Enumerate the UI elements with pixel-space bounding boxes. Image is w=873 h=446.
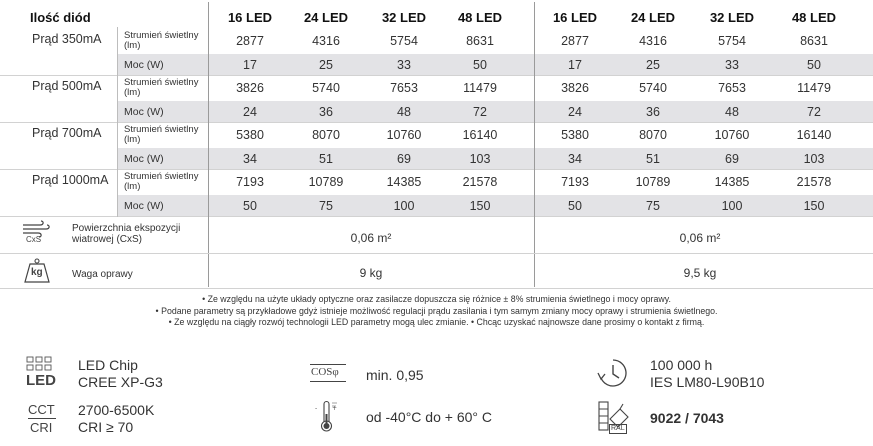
cct-icon-text: CCT [28, 402, 55, 417]
power-label: Moc (W) [124, 58, 164, 71]
power-cell: 50 [568, 198, 582, 213]
cct-icon-divider [28, 418, 56, 419]
cos-icon-text: COSφ [311, 366, 339, 378]
power-label: Moc (W) [124, 152, 164, 165]
flux-label: Strumień świetlny (lm) [124, 124, 199, 145]
cos-icon-bottom-line [310, 381, 346, 382]
flux-cell: 10789 [635, 175, 671, 189]
column-header-2: 24 LED [303, 9, 349, 25]
flux-cell: 11479 [463, 81, 497, 95]
led-chip-line1: LED Chip [78, 357, 138, 373]
cri-icon-text: CRI [30, 420, 53, 435]
power-row [0, 195, 873, 216]
wind-icon [20, 220, 54, 246]
flux-cell: 10789 [308, 175, 344, 189]
flux-cell: 16140 [796, 128, 832, 142]
flux-cell: 5740 [639, 81, 667, 95]
power-cell: 75 [646, 198, 660, 213]
cos-phi-icon [310, 364, 350, 384]
column-header-4: 48 LED [457, 9, 503, 25]
flux-cell: 7653 [390, 81, 418, 95]
flux-row [0, 75, 873, 101]
flux-cell: 14385 [386, 175, 422, 189]
column-header-6: 24 LED [630, 9, 676, 25]
lifetime-line2: IES LM80-L90B10 [650, 374, 765, 390]
power-cell: 33 [725, 57, 739, 72]
led-chip-line2: CREE XP-G3 [78, 374, 163, 390]
footnote-3: • Ze względu na ciągły rozwój technologii LED parametry mogą ulec zmianie. • Chcąc uzyskać najnowsze dane prosimy o kontakt z firmą. [168, 317, 705, 327]
power-cell: 72 [473, 104, 487, 119]
led-chip-icon [25, 356, 57, 390]
temperature-value: od -40°C do + 60° C [366, 409, 492, 425]
power-cell: 50 [243, 198, 257, 213]
wind-icon-text: CxS [26, 235, 42, 244]
power-cell: 72 [807, 104, 821, 119]
flux-cell: 3826 [561, 81, 589, 95]
flux-cell: 16140 [462, 128, 498, 142]
flux-cell: 7193 [236, 175, 264, 189]
cct-cri-icon [26, 402, 58, 436]
flux-cell: 5740 [312, 81, 340, 95]
power-cell: 24 [568, 104, 582, 119]
flux-cell: 3826 [236, 81, 264, 95]
power-cell: 36 [319, 104, 333, 119]
power-label: Moc (W) [124, 105, 164, 118]
power-cell: 100 [721, 198, 743, 213]
wind-label: Powierzchnia ekspozycji wiatrowej (CxS) [72, 223, 181, 245]
flux-cell: 5380 [561, 128, 589, 142]
flux-cell: 8631 [466, 34, 494, 48]
svg-text:-: - [315, 405, 318, 412]
power-cell: 25 [319, 57, 333, 72]
power-cell: 50 [473, 57, 487, 72]
power-cell: 100 [393, 198, 415, 213]
thermometer-icon [312, 400, 342, 434]
ral-paint-icon [596, 399, 636, 435]
flux-cell: 8070 [312, 128, 340, 142]
weight-row-divider [0, 288, 873, 289]
flux-row [0, 122, 873, 148]
power-cell: 150 [803, 198, 825, 213]
flux-cell: 2877 [561, 34, 589, 48]
cct-line2: CRI ≥ 70 [78, 419, 134, 435]
footnote-2: • Podane parametry są przykładowe gdyż istnieje możliwość regulacji prądu zasilania i tym samym zmiany mocy oprawy i strumienia świetlnego. [155, 305, 718, 316]
power-cell: 25 [646, 57, 660, 72]
footnote-1: • Ze względu na użyte układy optyczne oraz zasilacze dopuszcza się różnice ± 8% strumienia świetlnego i mocy oprawy. [202, 294, 671, 304]
column-header-1: 16 LED [227, 9, 273, 25]
lifetime-clock-icon [596, 356, 630, 390]
column-divider-left [117, 27, 118, 217]
table-header-row [0, 4, 873, 30]
spec-table [0, 0, 873, 220]
column-divider-main-right [534, 2, 535, 287]
power-cell: 48 [725, 104, 739, 119]
column-divider-main-left [208, 2, 209, 287]
flux-label: Strumień świetlny (lm) [124, 171, 199, 192]
led-icon-text: LED [26, 372, 56, 389]
flux-row [0, 28, 873, 54]
flux-cell: 21578 [462, 175, 498, 189]
power-cell: 150 [469, 198, 491, 213]
flux-cell: 7193 [561, 175, 589, 189]
power-cell: 51 [646, 151, 660, 166]
lifetime-line1: 100 000 h [650, 357, 713, 373]
current-label: Prąd 1000mA [32, 173, 109, 187]
wind-value-left: 0,06 m² [350, 231, 392, 245]
power-cell: 34 [243, 151, 257, 166]
flux-label: Strumień świetlny (lm) [124, 30, 199, 51]
power-cell: 48 [397, 104, 411, 119]
power-cell: 34 [568, 151, 582, 166]
power-row [0, 148, 873, 169]
current-label: Prąd 350mA [32, 32, 102, 46]
footnotes [0, 294, 873, 329]
power-cell: 103 [803, 151, 825, 166]
flux-cell: 5380 [236, 128, 264, 142]
header-label: Ilość diód [30, 9, 91, 25]
weight-icon [22, 258, 52, 284]
column-header-3: 32 LED [381, 9, 427, 25]
weight-value-right: 9,5 kg [683, 266, 717, 280]
ral-value: 9022 / 7043 [650, 410, 724, 426]
power-cell: 17 [568, 57, 582, 72]
flux-cell: 4316 [639, 34, 667, 48]
column-header-7: 32 LED [709, 9, 755, 25]
power-row [0, 101, 873, 122]
weight-icon-text: kg [31, 267, 43, 278]
flux-cell: 4316 [312, 34, 340, 48]
power-row [0, 54, 873, 75]
group-divider [0, 216, 873, 217]
flux-cell: 10760 [714, 128, 750, 142]
flux-cell: 2877 [236, 34, 264, 48]
power-cell: 24 [243, 104, 257, 119]
power-cell: 50 [807, 57, 821, 72]
flux-cell: 10760 [386, 128, 422, 142]
cos-phi-value: min. 0,95 [366, 367, 424, 383]
flux-cell: 8631 [800, 34, 828, 48]
weight-value-left: 9 kg [359, 266, 383, 280]
svg-text:+: + [332, 405, 338, 412]
power-label: Moc (W) [124, 199, 164, 212]
cct-line1: 2700-6500K [78, 402, 155, 418]
power-cell: 17 [243, 57, 257, 72]
wind-row-divider [0, 253, 873, 254]
power-cell: 69 [725, 151, 739, 166]
column-header-5: 16 LED [552, 9, 598, 25]
flux-row [0, 169, 873, 195]
flux-cell: 8070 [639, 128, 667, 142]
flux-cell: 5754 [390, 34, 418, 48]
wind-value-right: 0,06 m² [679, 231, 721, 245]
flux-cell: 7653 [718, 81, 746, 95]
flux-label: Strumień świetlny (lm) [124, 77, 199, 98]
weight-label: Waga oprawy [72, 269, 133, 280]
power-cell: 33 [397, 57, 411, 72]
current-label: Prąd 500mA [32, 79, 102, 93]
power-cell: 69 [397, 151, 411, 166]
ral-icon-text: RAL [611, 425, 625, 432]
flux-cell: 21578 [796, 175, 832, 189]
power-cell: 51 [319, 151, 333, 166]
current-label: Prąd 700mA [32, 126, 102, 140]
flux-cell: 11479 [797, 81, 831, 95]
cos-icon-top-line [310, 364, 346, 365]
power-cell: 75 [319, 198, 333, 213]
flux-cell: 14385 [714, 175, 750, 189]
power-cell: 36 [646, 104, 660, 119]
power-cell: 103 [469, 151, 491, 166]
column-header-8: 48 LED [791, 9, 837, 25]
flux-cell: 5754 [718, 34, 746, 48]
